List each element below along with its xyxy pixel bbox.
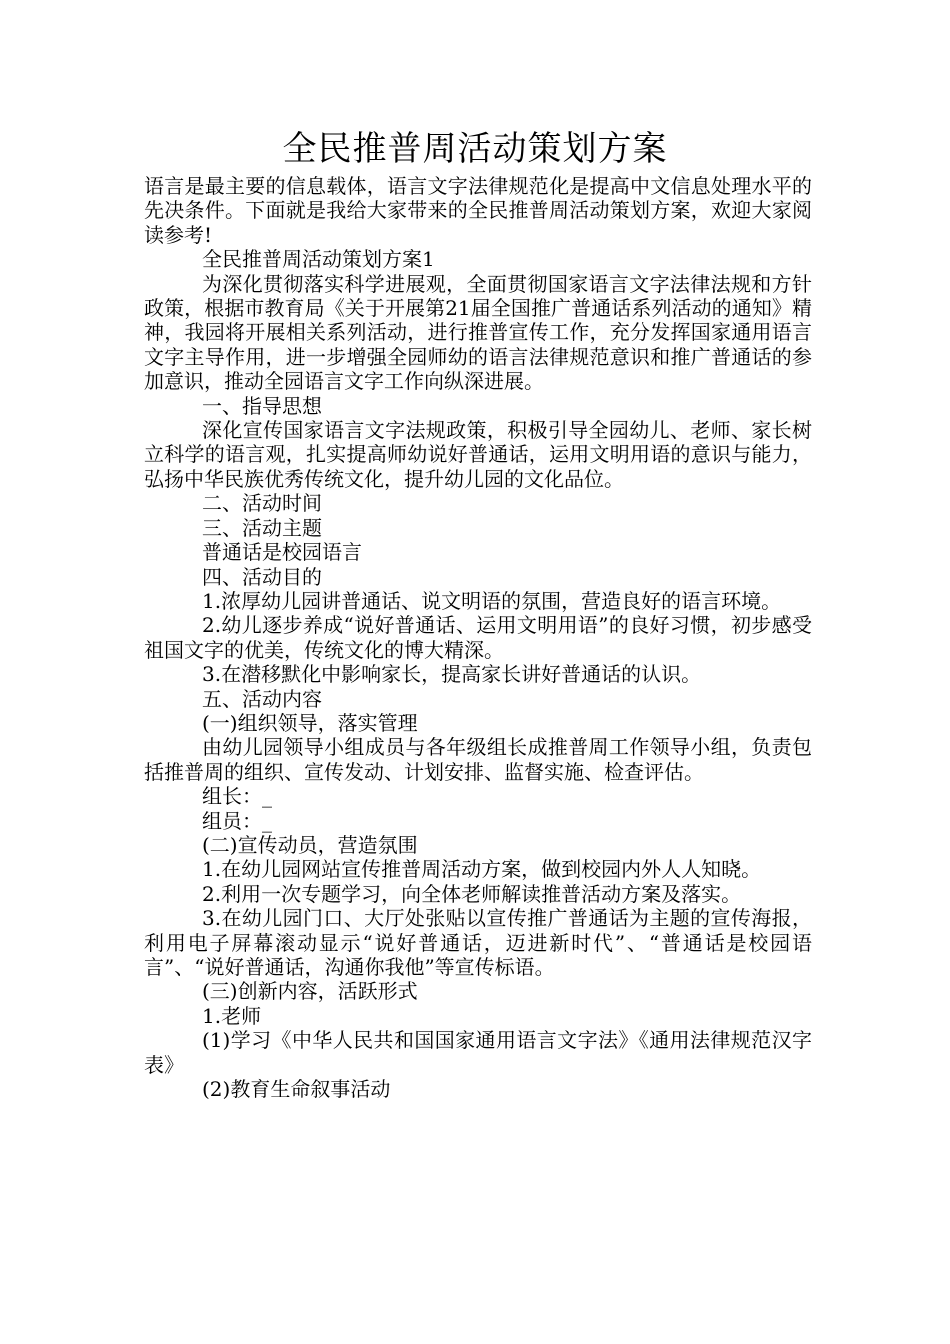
purpose-item: 1.浓厚幼儿园讲普通话、说文明语的氛围，营造良好的语言环境。 [202, 588, 782, 613]
subsection-heading: (三)创新内容，活跃形式 [202, 979, 418, 1004]
teacher-heading: 1.老师 [202, 1003, 262, 1028]
plan-heading: 全民推普周活动策划方案1 [202, 247, 435, 272]
intro-paragraph: 语言是最主要的信息载体，语言文字法律规范化是提高中文信息处理水平的先决条件。下面就是我给大家带来的全民推普周活动策划方案，欢迎大家阅读参考! [144, 174, 812, 247]
publicity-item: 3.在幼儿园门口、大厅处张贴以宣传推广普通话为主题的宣传海报，利用电子屏幕滚动显示“说好普通话，迈进新时代”、“普通话是校园语言”、“说好普通话，沟通你我他”等宣传标语。 [144, 906, 812, 979]
section-heading-time: 二、活动时间 [202, 491, 322, 516]
leader-line: 组长：_ [202, 784, 272, 809]
members-line: 组员：_ [202, 808, 272, 833]
theme-text: 普通话是校园语言 [202, 540, 362, 565]
purpose-item: 3.在潜移默化中影响家长，提高家长讲好普通话的认识。 [202, 662, 702, 687]
section-heading-theme: 三、活动主题 [202, 515, 322, 540]
publicity-item: 2.利用一次专题学习，向全体老师解读推普活动方案及落实。 [202, 881, 742, 906]
document-body [144, 174, 812, 1101]
leadership-paragraph: 由幼儿园领导小组成员与各年级组长成推普周工作领导小组，负责包括推普周的组织、宣传发动、计划安排、监督实施、检查评估。 [144, 735, 812, 784]
publicity-item: 1.在幼儿园网站宣传推普周活动方案，做到校园内外人人知晓。 [202, 857, 762, 882]
document-title: 全民推普周活动策划方案 [282, 129, 668, 169]
section-heading-purpose: 四、活动目的 [202, 564, 322, 589]
section-heading-guiding-idea: 一、指导思想 [202, 393, 322, 418]
guiding-idea-paragraph: 深化宣传国家语言文字法规政策，积极引导全园幼儿、老师、家长树立科学的语言观，扎实提高师幼说好普通话，运用文明用语的意识与能力，弘扬中华民族优秀传统文化，提升幼儿园的文化品位。 [144, 418, 812, 491]
subsection-heading: (二)宣传动员，营造氛围 [202, 832, 418, 857]
subsection-heading: (一)组织领导，落实管理 [202, 710, 418, 735]
section-heading-content: 五、活动内容 [202, 686, 322, 711]
purpose-item: 2.幼儿逐步养成“说好普通话、运用文明用语”的良好习惯，初步感受祖国文字的优美，传统文化的博大精深。 [144, 613, 812, 662]
teacher-item: (1)学习《中华人民共和国国家通用语言文字法》《通用法律规范汉字表》 [144, 1028, 812, 1077]
teacher-item: (2)教育生命叙事活动 [202, 1077, 391, 1102]
preface-paragraph: 为深化贯彻落实科学进展观，全面贯彻国家语言文字法律法规和方针政策，根据市教育局《关于开展第21届全国推广普通话系列活动的通知》精神，我园将开展相关系列活动，进行推普宣传工作，充分发挥国家通用语言文字主导作用，进一步增强全园师幼的语言法律规范意识和推广普通话的参加意识，推动全园语言文字工作向纵深进展。 [144, 271, 812, 394]
